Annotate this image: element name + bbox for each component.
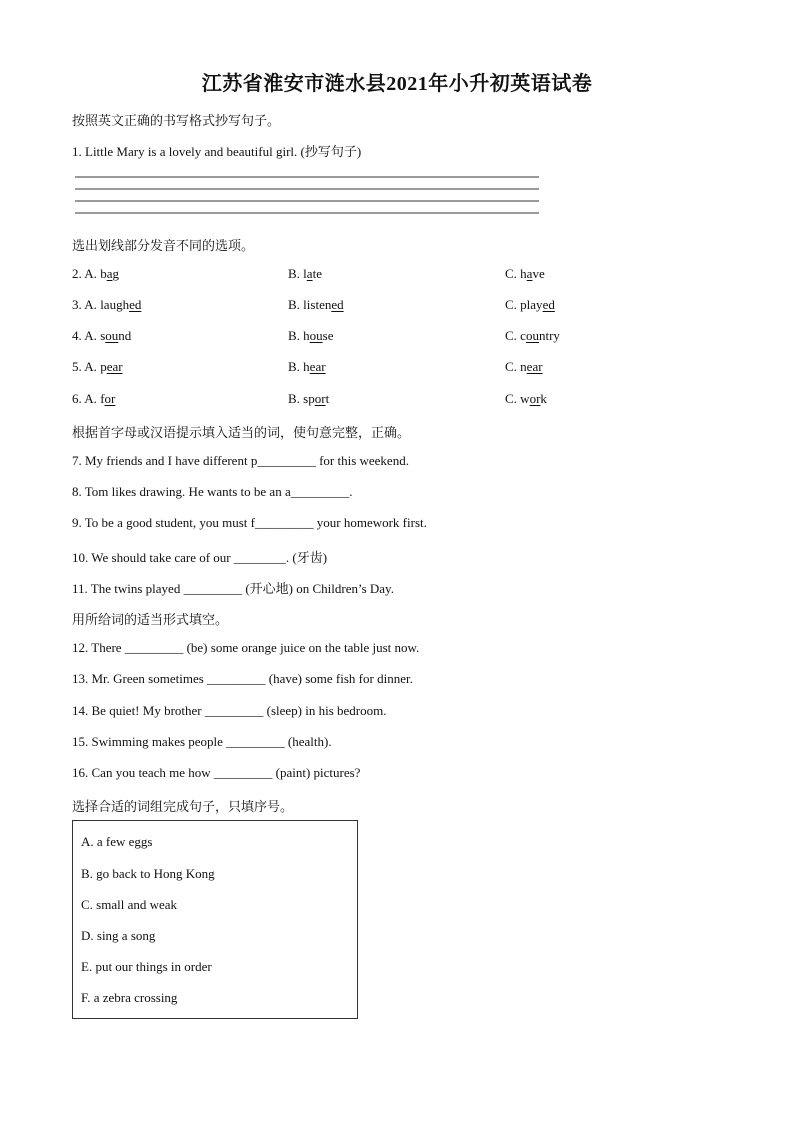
section-copy-instruction: 按照英文正确的书写格式抄写句子。 <box>72 113 281 128</box>
phonics-option-b: B. hear <box>288 359 326 374</box>
phonics-option-c: C. work <box>505 391 547 406</box>
phrase-option: B. go back to Hong Kong <box>81 866 215 881</box>
phonics-option-c: C. country <box>505 328 560 343</box>
exam-title: 江苏省淮安市涟水县2021年小升初英语试卷 <box>201 73 593 95</box>
question-1: 1. Little Mary is a lovely and beautiful girl. (抄写句子) <box>72 144 362 159</box>
phonics-option-a: 4. A. sound <box>72 328 132 343</box>
phonics-option-b: B. late <box>288 266 322 281</box>
writing-line <box>75 200 539 202</box>
phrase-option: A. a few eggs <box>81 834 153 849</box>
phrase-option: F. a zebra crossing <box>81 990 178 1005</box>
phonics-option-a: 6. A. for <box>72 391 116 406</box>
phrase-option: C. small and weak <box>81 897 178 912</box>
phonics-option-b: B. sport <box>288 391 330 406</box>
fill-question: 8. Tom likes drawing. He wants to be an a_________. <box>72 484 353 499</box>
section-phrases-instruction: 选择合适的词组完成句子，只填序号。 <box>72 799 294 814</box>
section-forms-instruction: 用所给词的适当形式填空。 <box>72 612 229 627</box>
phrase-option: D. sing a song <box>81 928 156 943</box>
phonics-option-c: C. played <box>505 297 555 312</box>
phonics-option-a: 2. A. bag <box>72 266 119 281</box>
phonics-option-b: B. listened <box>288 297 344 312</box>
phonics-option-c: C. near <box>505 359 543 374</box>
phonics-option-a: 3. A. laughed <box>72 297 142 312</box>
phonics-option-a: 5. A. pear <box>72 359 123 374</box>
phonics-option-c: C. have <box>505 266 545 281</box>
form-question: 13. Mr. Green sometimes _________ (have) some fish for dinner. <box>72 671 413 686</box>
phrase-options-box <box>72 820 358 1019</box>
writing-line <box>75 176 539 178</box>
fill-question: 11. The twins played _________ (开心地) on Children’s Day. <box>72 581 394 596</box>
writing-line <box>75 212 539 214</box>
fill-question: 9. To be a good student, you must f_________ your homework first. <box>72 515 427 530</box>
form-question: 15. Swimming makes people _________ (health). <box>72 734 332 749</box>
writing-line <box>75 188 539 190</box>
section-phonics-instruction: 选出划线部分发音不同的选项。 <box>72 238 255 253</box>
fill-question: 7. My friends and I have different p_________ for this weekend. <box>72 453 409 468</box>
form-question: 12. There _________ (be) some orange juice on the table just now. <box>72 640 420 655</box>
fill-question: 10. We should take care of our ________. (牙齿) <box>72 550 328 565</box>
section-fill-instruction: 根据首字母或汉语提示填入适当的词，使句意完整，正确。 <box>72 425 411 440</box>
phonics-option-b: B. house <box>288 328 334 343</box>
phrase-option: E. put our things in order <box>81 959 212 974</box>
form-question: 16. Can you teach me how _________ (paint) pictures? <box>72 765 361 780</box>
form-question: 14. Be quiet! My brother _________ (sleep) in his bedroom. <box>72 703 387 718</box>
